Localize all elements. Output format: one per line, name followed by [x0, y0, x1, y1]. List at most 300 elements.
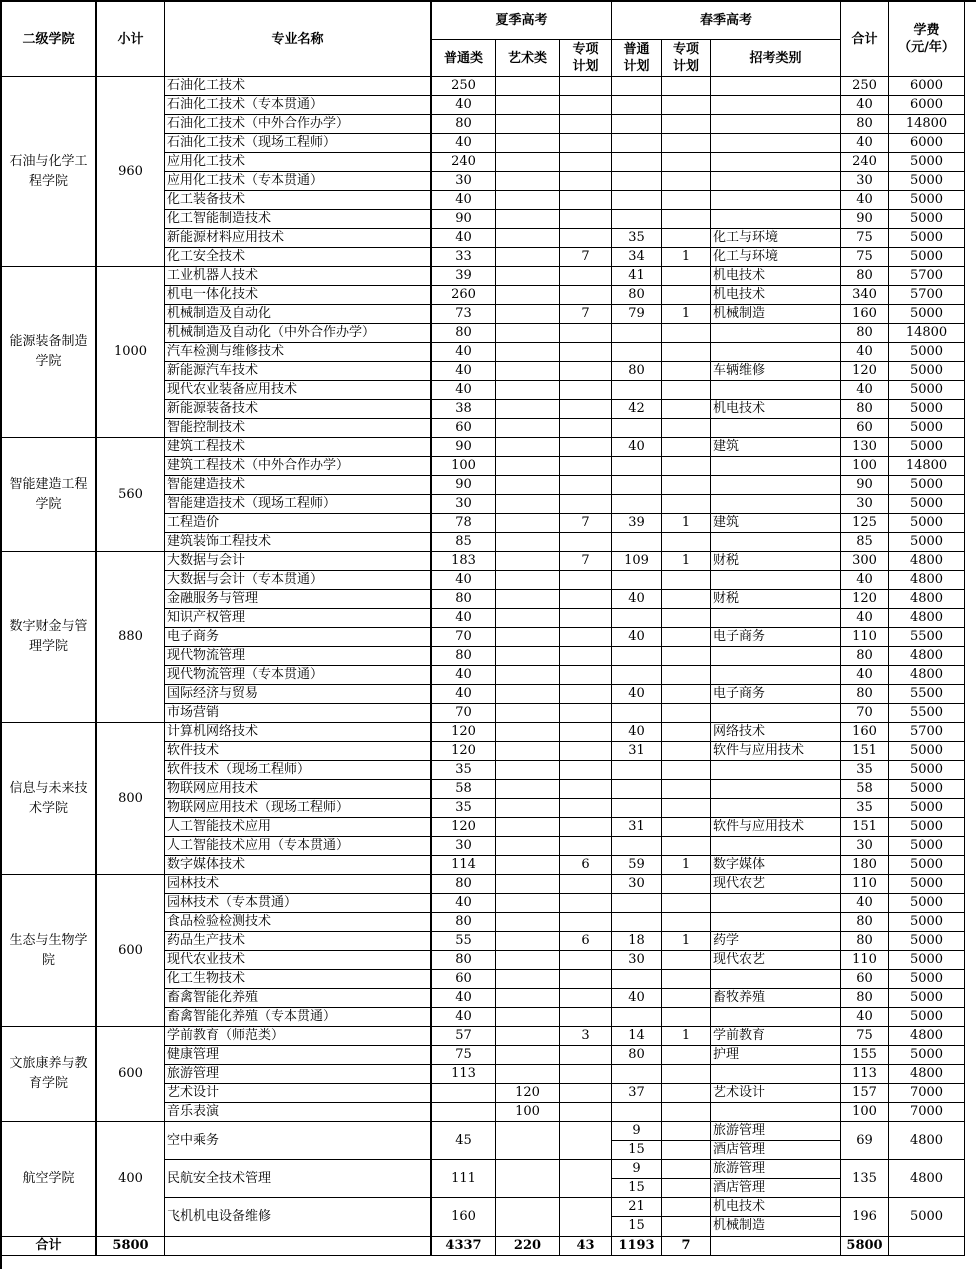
major-name: 应用化工技术（专本贯通）	[165, 172, 432, 191]
summer-art-cell	[496, 286, 560, 305]
summer-art-cell	[496, 742, 560, 761]
tuition-fee-cell: 5000	[889, 742, 965, 761]
row-total-cell: 113	[841, 1065, 889, 1084]
summer-art-cell	[496, 229, 560, 248]
summer-special-cell: 7	[560, 552, 612, 571]
exam-category-cell: 化工与环境	[711, 229, 841, 248]
spring-special-cell	[662, 666, 711, 685]
row-total-cell: 155	[841, 1046, 889, 1065]
summer-regular-cell: 40	[432, 989, 496, 1008]
spring-regular-cell: 42	[612, 400, 662, 419]
row-total-cell: 35	[841, 761, 889, 780]
tuition-fee-cell: 5000	[889, 913, 965, 932]
summer-regular-cell: 40	[432, 191, 496, 210]
summer-special-cell	[560, 1160, 612, 1198]
major-name: 物联网应用技术（现场工程师）	[165, 799, 432, 818]
summer-art-cell	[496, 837, 560, 856]
exam-category-cell	[711, 761, 841, 780]
spring-special-cell	[662, 704, 711, 723]
summer-regular-cell: 240	[432, 153, 496, 172]
college-name: 数字财金与管理学院	[2, 552, 97, 723]
tuition-fee-cell: 5000	[889, 229, 965, 248]
summer-art-cell	[496, 856, 560, 875]
summer-art-cell	[496, 647, 560, 666]
totals-regular: 4337	[432, 1237, 496, 1256]
tuition-fee-cell: 14800	[889, 457, 965, 476]
spring-regular-cell	[612, 1103, 662, 1122]
spring-regular-cell: 14	[612, 1027, 662, 1046]
header-spring-exam: 春季高考	[612, 2, 841, 40]
spring-regular-cell	[612, 533, 662, 552]
major-name: 现代农业技术	[165, 951, 432, 970]
summer-regular-cell: 80	[432, 951, 496, 970]
exam-category-cell: 财税	[711, 552, 841, 571]
major-name: 石油化工技术（中外合作办学）	[165, 115, 432, 134]
spring-special-cell	[662, 742, 711, 761]
spring-regular-cell: 40	[612, 438, 662, 457]
totals-label: 合计	[2, 1237, 97, 1256]
exam-category-cell	[711, 609, 841, 628]
spring-regular-cell: 35	[612, 229, 662, 248]
tuition-fee-cell: 5000	[889, 153, 965, 172]
spring-regular-cell: 80	[612, 1046, 662, 1065]
major-name: 电子商务	[165, 628, 432, 647]
spring-special-cell	[662, 267, 711, 286]
header-college: 二级学院	[2, 2, 97, 77]
spring-special-cell	[662, 533, 711, 552]
totals-spring-special: 7	[662, 1237, 711, 1256]
summer-special-cell	[560, 894, 612, 913]
exam-category-cell: 网络技术	[711, 723, 841, 742]
header-art: 艺术类	[496, 40, 560, 77]
row-total-cell: 60	[841, 419, 889, 438]
summer-special-cell: 3	[560, 1027, 612, 1046]
summer-regular-cell: 75	[432, 1046, 496, 1065]
tuition-fee-cell: 5000	[889, 533, 965, 552]
spring-regular-cell	[612, 115, 662, 134]
spring-regular-cell	[612, 704, 662, 723]
summer-regular-cell: 40	[432, 571, 496, 590]
major-name: 汽车检测与维修技术	[165, 343, 432, 362]
summer-regular-cell: 160	[432, 1198, 496, 1237]
college-subtotal: 960	[97, 77, 165, 267]
summer-special-cell	[560, 229, 612, 248]
spring-regular-cell	[612, 666, 662, 685]
spring-special-cell	[662, 1141, 711, 1160]
summer-art-cell	[496, 951, 560, 970]
summer-art-cell	[496, 419, 560, 438]
college-subtotal: 400	[97, 1122, 165, 1237]
tuition-fee-cell: 5000	[889, 989, 965, 1008]
spring-special-cell: 1	[662, 1027, 711, 1046]
row-total-cell: 60	[841, 970, 889, 989]
summer-special-cell	[560, 1198, 612, 1237]
exam-category-cell: 软件与应用技术	[711, 818, 841, 837]
spring-regular-cell	[612, 571, 662, 590]
spring-special-cell	[662, 400, 711, 419]
college-name: 生态与生物学院	[2, 875, 97, 1027]
spring-regular-cell	[612, 134, 662, 153]
tuition-fee-cell: 5000	[889, 1046, 965, 1065]
spring-regular-cell: 109	[612, 552, 662, 571]
summer-art-cell	[496, 438, 560, 457]
summer-special-cell	[560, 1103, 612, 1122]
row-total-cell: 85	[841, 533, 889, 552]
summer-special-cell	[560, 533, 612, 552]
major-name: 金融服务与管理	[165, 590, 432, 609]
summer-special-cell	[560, 1084, 612, 1103]
major-name: 畜禽智能化养殖	[165, 989, 432, 1008]
totals-subtotal: 5800	[97, 1237, 165, 1256]
spring-regular-cell	[612, 343, 662, 362]
tuition-fee-cell: 14800	[889, 324, 965, 343]
tuition-fee-cell: 5000	[889, 495, 965, 514]
row-total-cell: 120	[841, 590, 889, 609]
spring-regular-cell	[612, 913, 662, 932]
major-name: 民航安全技术管理	[165, 1160, 432, 1198]
row-total-cell: 70	[841, 704, 889, 723]
tuition-fee-cell: 5000	[889, 400, 965, 419]
major-name: 新能源装备技术	[165, 400, 432, 419]
major-name: 智能建造技术（现场工程师）	[165, 495, 432, 514]
spring-special-cell	[662, 229, 711, 248]
major-name: 计算机网络技术	[165, 723, 432, 742]
row-total-cell: 80	[841, 267, 889, 286]
row-total-cell: 40	[841, 894, 889, 913]
tuition-fee-cell: 5000	[889, 970, 965, 989]
summer-regular-cell: 80	[432, 324, 496, 343]
spring-special-cell	[662, 1103, 711, 1122]
row-total-cell: 196	[841, 1198, 889, 1237]
spring-special-cell	[662, 1198, 711, 1217]
exam-category-cell	[711, 457, 841, 476]
summer-art-cell	[496, 362, 560, 381]
exam-category-cell	[711, 533, 841, 552]
summer-special-cell	[560, 1046, 612, 1065]
summer-regular-cell: 78	[432, 514, 496, 533]
tuition-fee-cell: 5000	[889, 799, 965, 818]
header-subtotal: 小计	[97, 2, 165, 77]
row-total-cell: 75	[841, 229, 889, 248]
summer-art-cell	[496, 533, 560, 552]
spring-special-cell	[662, 1065, 711, 1084]
summer-regular-cell: 60	[432, 970, 496, 989]
row-total-cell: 35	[841, 799, 889, 818]
summer-art-cell	[496, 970, 560, 989]
row-total-cell: 80	[841, 647, 889, 666]
exam-category-cell: 电子商务	[711, 685, 841, 704]
summer-regular-cell: 30	[432, 837, 496, 856]
spring-regular-cell	[612, 476, 662, 495]
spring-regular-cell	[612, 894, 662, 913]
summer-regular-cell: 57	[432, 1027, 496, 1046]
row-total-cell: 75	[841, 248, 889, 267]
summer-special-cell	[560, 590, 612, 609]
summer-art-cell	[496, 267, 560, 286]
row-total-cell: 250	[841, 77, 889, 96]
exam-category-cell	[711, 780, 841, 799]
tuition-fee-cell: 4800	[889, 590, 965, 609]
spring-special-cell	[662, 476, 711, 495]
spring-regular-cell	[612, 457, 662, 476]
spring-regular-cell: 59	[612, 856, 662, 875]
totals-special: 43	[560, 1237, 612, 1256]
row-total-cell: 110	[841, 628, 889, 647]
spring-special-cell	[662, 381, 711, 400]
exam-category-cell	[711, 799, 841, 818]
exam-category-cell	[711, 970, 841, 989]
tuition-fee-cell: 6000	[889, 134, 965, 153]
college-name: 石油与化学工程学院	[2, 77, 97, 267]
exam-category-cell: 艺术设计	[711, 1084, 841, 1103]
row-total-cell: 40	[841, 381, 889, 400]
summer-special-cell	[560, 1008, 612, 1027]
summer-art-cell	[496, 989, 560, 1008]
summer-art-cell	[496, 343, 560, 362]
spring-regular-cell	[612, 191, 662, 210]
major-name: 建筑装饰工程技术	[165, 533, 432, 552]
spring-special-cell	[662, 1008, 711, 1027]
summer-special-cell	[560, 875, 612, 894]
college-subtotal: 800	[97, 723, 165, 875]
major-name: 人工智能技术应用（专本贯通）	[165, 837, 432, 856]
tuition-fee-cell: 5000	[889, 875, 965, 894]
exam-category-cell	[711, 1008, 841, 1027]
summer-regular-cell: 35	[432, 799, 496, 818]
summer-regular-cell: 80	[432, 913, 496, 932]
summer-regular-cell	[432, 1084, 496, 1103]
summer-special-cell	[560, 419, 612, 438]
major-name: 园林技术（专本贯通）	[165, 894, 432, 913]
spring-regular-cell	[612, 1008, 662, 1027]
summer-regular-cell: 40	[432, 343, 496, 362]
row-total-cell: 30	[841, 495, 889, 514]
spring-special-cell	[662, 115, 711, 134]
summer-special-cell	[560, 286, 612, 305]
major-name: 药品生产技术	[165, 932, 432, 951]
spring-regular-cell: 9	[612, 1122, 662, 1141]
summer-art-cell	[496, 191, 560, 210]
spring-special-cell	[662, 571, 711, 590]
tuition-fee-cell: 5000	[889, 191, 965, 210]
tuition-fee-cell: 4800	[889, 666, 965, 685]
summer-special-cell	[560, 495, 612, 514]
tuition-fee-cell: 4800	[889, 609, 965, 628]
spring-regular-cell: 79	[612, 305, 662, 324]
summer-special-cell	[560, 1065, 612, 1084]
spring-special-cell	[662, 457, 711, 476]
summer-regular-cell: 120	[432, 742, 496, 761]
summer-regular-cell: 85	[432, 533, 496, 552]
summer-art-cell	[496, 457, 560, 476]
major-name: 大数据与会计（专本贯通）	[165, 571, 432, 590]
row-total-cell: 80	[841, 932, 889, 951]
spring-regular-cell	[612, 970, 662, 989]
tuition-fee-cell: 5000	[889, 362, 965, 381]
summer-regular-cell: 58	[432, 780, 496, 799]
totals-fee	[889, 1237, 965, 1256]
summer-art-cell	[496, 248, 560, 267]
major-name: 工业机器人技术	[165, 267, 432, 286]
summer-special-cell	[560, 666, 612, 685]
summer-regular-cell: 120	[432, 723, 496, 742]
college-name: 文旅康养与教育学院	[2, 1027, 97, 1122]
row-total-cell: 300	[841, 552, 889, 571]
tuition-fee-cell: 5700	[889, 286, 965, 305]
header-special: 专项 计划	[560, 40, 612, 77]
summer-special-cell	[560, 77, 612, 96]
row-total-cell: 40	[841, 609, 889, 628]
summer-art-cell	[496, 1046, 560, 1065]
summer-special-cell	[560, 476, 612, 495]
row-total-cell: 160	[841, 305, 889, 324]
summer-regular-cell: 80	[432, 647, 496, 666]
row-total-cell: 80	[841, 324, 889, 343]
tuition-fee-cell: 5500	[889, 704, 965, 723]
header-spring-regular: 普通 计划	[612, 40, 662, 77]
exam-category-cell: 机械制造	[711, 305, 841, 324]
spring-special-cell	[662, 438, 711, 457]
exam-category-cell	[711, 96, 841, 115]
major-name: 艺术设计	[165, 1084, 432, 1103]
exam-category-cell	[711, 894, 841, 913]
spring-regular-cell: 80	[612, 362, 662, 381]
summer-special-cell	[560, 96, 612, 115]
summer-special-cell	[560, 400, 612, 419]
tuition-fee-cell: 5000	[889, 438, 965, 457]
summer-special-cell: 6	[560, 856, 612, 875]
spring-regular-cell	[612, 77, 662, 96]
summer-special-cell	[560, 799, 612, 818]
spring-regular-cell: 18	[612, 932, 662, 951]
spring-special-cell	[662, 951, 711, 970]
spring-regular-cell	[612, 96, 662, 115]
summer-special-cell	[560, 210, 612, 229]
header-summer-exam: 夏季高考	[432, 2, 612, 40]
major-name: 畜禽智能化养殖（专本贯通）	[165, 1008, 432, 1027]
row-total-cell: 100	[841, 457, 889, 476]
row-total-cell: 40	[841, 191, 889, 210]
exam-category-cell	[711, 913, 841, 932]
summer-special-cell	[560, 628, 612, 647]
summer-art-cell	[496, 172, 560, 191]
summer-special-cell	[560, 723, 612, 742]
summer-art-cell	[496, 400, 560, 419]
spring-special-cell	[662, 77, 711, 96]
summer-special-cell	[560, 989, 612, 1008]
major-name: 知识产权管理	[165, 609, 432, 628]
row-total-cell: 40	[841, 1008, 889, 1027]
spring-special-cell	[662, 153, 711, 172]
row-total-cell: 340	[841, 286, 889, 305]
summer-regular-cell: 30	[432, 172, 496, 191]
spring-special-cell	[662, 818, 711, 837]
exam-category-cell: 现代农艺	[711, 875, 841, 894]
summer-special-cell	[560, 742, 612, 761]
summer-regular-cell: 100	[432, 457, 496, 476]
summer-special-cell	[560, 685, 612, 704]
exam-category-cell: 现代农艺	[711, 951, 841, 970]
summer-regular-cell: 90	[432, 210, 496, 229]
summer-regular-cell: 111	[432, 1160, 496, 1198]
summer-art-cell	[496, 799, 560, 818]
major-name: 软件技术（现场工程师）	[165, 761, 432, 780]
exam-category-cell	[711, 419, 841, 438]
summer-special-cell	[560, 362, 612, 381]
college-subtotal: 1000	[97, 267, 165, 438]
summer-regular-cell: 80	[432, 875, 496, 894]
spring-special-cell	[662, 1046, 711, 1065]
exam-category-cell: 酒店管理	[711, 1179, 841, 1198]
exam-category-cell	[711, 666, 841, 685]
totals-total: 5800	[841, 1237, 889, 1256]
summer-art-cell: 100	[496, 1103, 560, 1122]
exam-category-cell: 软件与应用技术	[711, 742, 841, 761]
spring-regular-cell	[612, 210, 662, 229]
summer-special-cell	[560, 761, 612, 780]
major-name: 工程造价	[165, 514, 432, 533]
major-name: 新能源材料应用技术	[165, 229, 432, 248]
summer-regular-cell: 38	[432, 400, 496, 419]
exam-category-cell	[711, 153, 841, 172]
spring-special-cell	[662, 1217, 711, 1237]
summer-art-cell	[496, 77, 560, 96]
summer-regular-cell: 80	[432, 590, 496, 609]
spring-special-cell	[662, 799, 711, 818]
spring-special-cell	[662, 495, 711, 514]
spring-regular-cell: 31	[612, 818, 662, 837]
exam-category-cell	[711, 837, 841, 856]
row-total-cell: 30	[841, 837, 889, 856]
tuition-fee-cell: 5000	[889, 248, 965, 267]
exam-category-cell	[711, 1103, 841, 1122]
spring-regular-cell: 40	[612, 685, 662, 704]
row-total-cell: 110	[841, 875, 889, 894]
row-total-cell: 80	[841, 400, 889, 419]
exam-category-cell	[711, 381, 841, 400]
summer-special-cell	[560, 153, 612, 172]
exam-category-cell: 建筑	[711, 514, 841, 533]
major-name: 国际经济与贸易	[165, 685, 432, 704]
tuition-fee-cell: 5500	[889, 685, 965, 704]
tuition-fee-cell: 5700	[889, 267, 965, 286]
major-name: 现代农业装备应用技术	[165, 381, 432, 400]
summer-regular-cell: 45	[432, 1122, 496, 1160]
exam-category-cell: 机械制造	[711, 1217, 841, 1237]
tuition-fee-cell: 5000	[889, 932, 965, 951]
summer-special-cell: 7	[560, 514, 612, 533]
totals-spring-regular: 1193	[612, 1237, 662, 1256]
major-name: 化工生物技术	[165, 970, 432, 989]
summer-art-cell	[496, 761, 560, 780]
summer-special-cell	[560, 647, 612, 666]
college-subtotal: 880	[97, 552, 165, 723]
spring-regular-cell: 21	[612, 1198, 662, 1217]
summer-special-cell	[560, 267, 612, 286]
spring-regular-cell	[612, 799, 662, 818]
college-subtotal: 600	[97, 1027, 165, 1122]
spring-special-cell: 1	[662, 248, 711, 267]
exam-category-cell	[711, 191, 841, 210]
tuition-fee-cell: 5000	[889, 210, 965, 229]
spring-regular-cell: 15	[612, 1179, 662, 1198]
spring-regular-cell: 37	[612, 1084, 662, 1103]
summer-art-cell	[496, 913, 560, 932]
summer-regular-cell: 183	[432, 552, 496, 571]
major-name: 新能源汽车技术	[165, 362, 432, 381]
major-name: 数字媒体技术	[165, 856, 432, 875]
major-name: 健康管理	[165, 1046, 432, 1065]
